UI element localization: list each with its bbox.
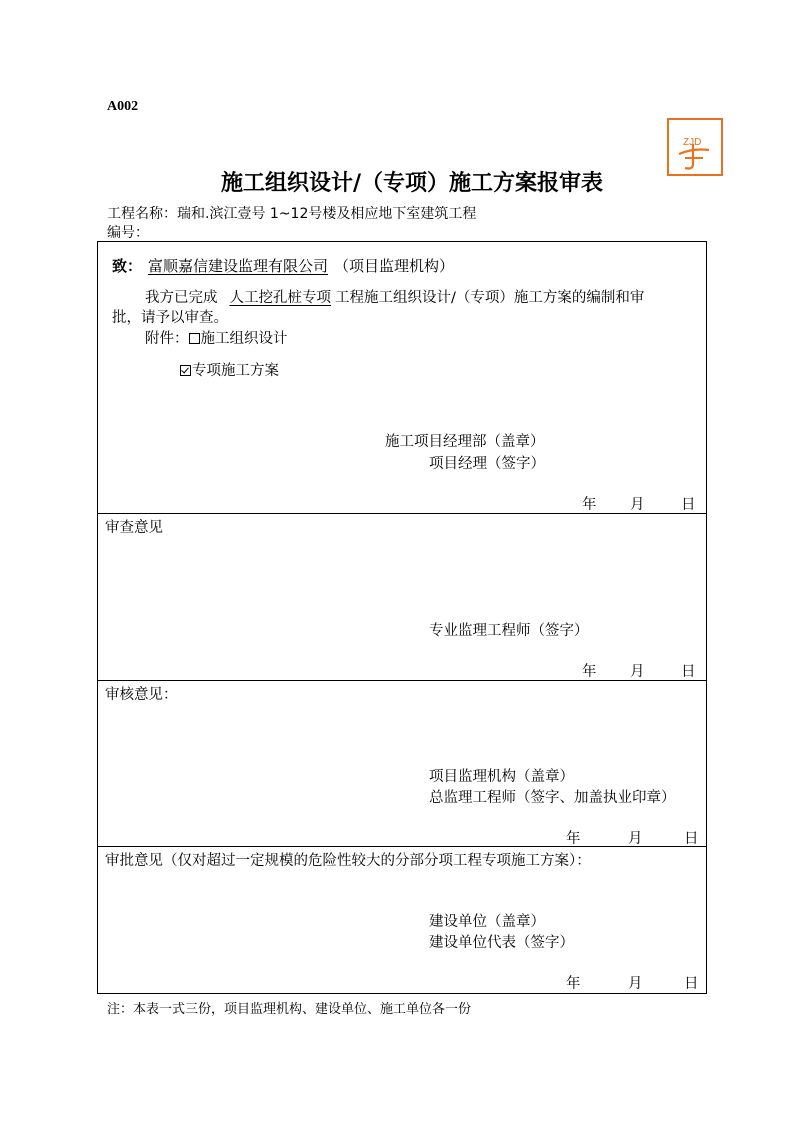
scheme-name-value[interactable]: 人工挖孔桩专项 [229,290,331,306]
date-day: 日 [684,976,699,992]
addressee-value[interactable]: 富顺嘉信建设监理有限公司 [148,257,329,275]
date-year: 年 [582,664,597,680]
to-label: 致： [112,257,143,275]
attachment-line1 [145,327,288,348]
approval-opinion-label: 审批意见（仅对超过一定规模的危险性较大的分部分项工程专项施工方案）： [105,853,591,869]
sign-owner-unit: 建设单位（盖章） [429,914,545,930]
body-suffix: 工程施工组织设计/（专项）施工方案的编制和审 [335,290,645,306]
project-name: 工程名称：瑞和.滨江壹号 1~12号楼及相应地下室建筑工程 [107,206,477,222]
footnote: 注：本表一式三份，项目监理机构、建设单位、施工单位各一份 [107,1002,472,1017]
review-opinion-section [98,514,706,681]
attachment-label: 附件： [145,331,189,347]
review-form-table [97,241,707,994]
date-year: 年 [566,831,581,847]
attachment-option2: 专项施工方案 [192,363,279,379]
addressee-line [112,255,454,276]
form-number-label: 编号： [107,225,149,241]
date-month: 月 [630,664,645,680]
body-prefix: 我方已完成 [145,290,218,306]
attachment-line2 [180,359,279,380]
checkbox-construction-design[interactable] [189,333,200,344]
sign-chief-engineer: 总监理工程师（签字、加盖执业印章） [429,790,676,806]
submission-body-line2: 批，请予以审查。 [112,310,228,326]
sign-contractor-dept: 施工项目经理部（盖章） [385,434,545,450]
sign-specialist-engineer: 专业监理工程师（签字） [429,623,589,639]
date-day: 日 [681,664,696,680]
sign-supervision-org: 项目监理机构（盖章） [429,769,574,785]
audit-opinion-section [98,681,706,847]
addressee-suffix: （项目监理机构） [334,257,455,275]
date-month: 月 [628,831,643,847]
date-line [582,660,696,681]
form-code: A002 [107,99,139,114]
date-line [566,827,699,848]
date-line [582,493,696,514]
audit-opinion-label: 审核意见： [105,687,178,703]
approval-opinion-section [98,847,706,993]
sign-owner-representative: 建设单位代表（签字） [429,935,574,951]
date-line [566,972,699,993]
date-month: 月 [630,497,645,513]
submission-section [98,242,706,514]
date-year: 年 [566,976,581,992]
sign-project-manager: 项目经理（签字） [429,456,545,472]
logo-text: ZJD [683,137,702,148]
date-day: 日 [681,497,696,513]
checkbox-special-scheme[interactable] [180,365,191,376]
date-year: 年 [582,497,597,513]
date-day: 日 [684,831,699,847]
page-title: 施工组织设计/（专项）施工方案报审表 [220,170,604,196]
submission-body-line1 [145,286,644,307]
review-opinion-label: 审查意见 [105,520,163,536]
attachment-option1: 施工组织设计 [200,331,288,347]
date-month: 月 [628,976,643,992]
